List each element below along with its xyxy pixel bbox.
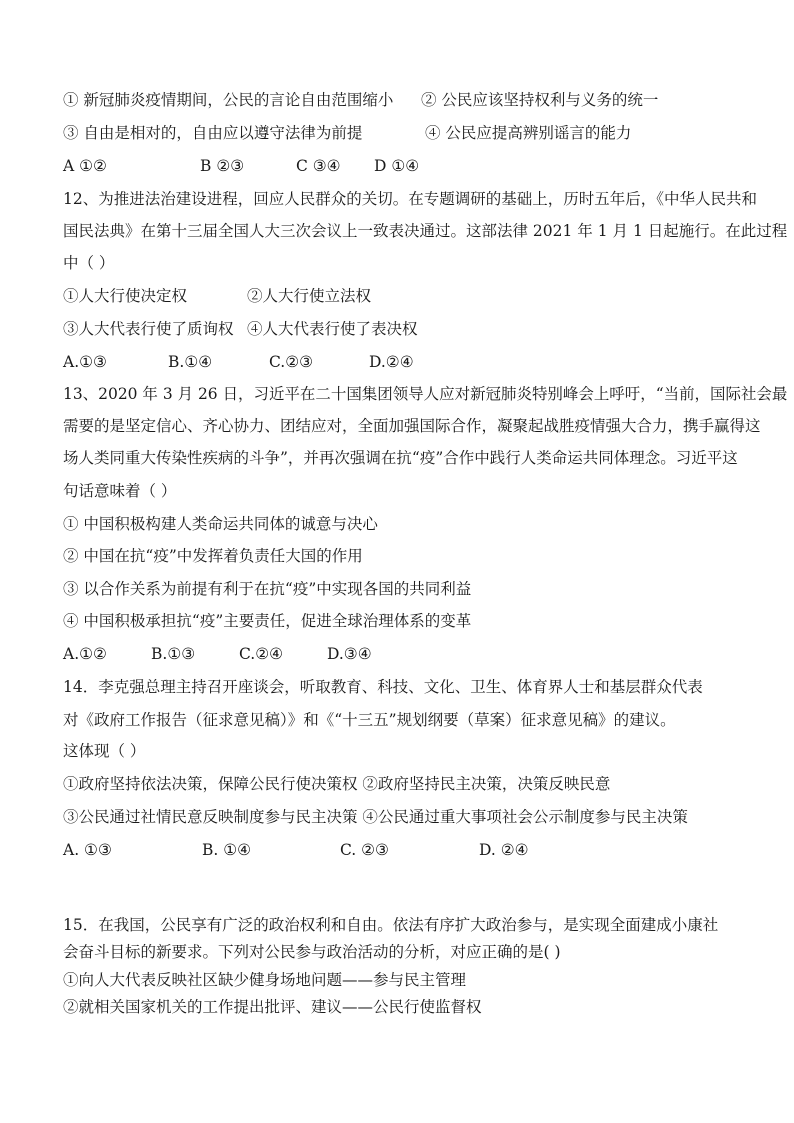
q14-choice-b: B. ①④ [202, 841, 252, 859]
q13-option-2: ② 中国在抗“疫”中发挥着负责任大国的作用 [63, 547, 363, 565]
q11-option-2: ② 公民应该坚持权利与义务的统一 [421, 91, 659, 109]
q12-stem-line1: 12、为推进法治建设进程，回应人民群众的关切。在专题调研的基础上，历时五年后，《中华人民共和 [63, 190, 757, 208]
q13-option-4: ④ 中国积极承担抗“疫”主要责任，促进全球治理体系的变革 [63, 612, 472, 630]
q11-choice-c: C ③④ [296, 157, 341, 175]
q12-option-2: ②人大行使立法权 [247, 287, 372, 305]
q15-stem-line1: 15．在我国，公民享有广泛的政治权利和自由。依法有序扩大政治参与，是实现全面建成小康社 [63, 916, 719, 934]
q15-option-1: ①向人大代表反映社区缺少健身场地问题——参与民主管理 [63, 971, 467, 989]
q14-choice-a: A. ①③ [63, 841, 112, 859]
q12-option-1: ①人大行使决定权 [63, 287, 188, 305]
q14-options-row2: ③公民通过社情民意反映制度参与民主决策 ④公民通过重大事项社会公示制度参与民主决策 [63, 808, 688, 826]
q11-choice-b: B ②③ [200, 157, 245, 175]
q14-stem-line3: 这体现（ ） [63, 742, 146, 760]
q12-stem-line2: 国民法典》在第十三届全国人大三次会议上一致表决通过。这部法律 2021 年 1 月 1 日起施行。在此过程 [63, 222, 788, 240]
q11-option-4: ④ 公民应提高辨别谣言的能力 [425, 124, 632, 142]
q13-option-3: ③ 以合作关系为前提有利于在抗“疫”中实现各国的共同利益 [63, 580, 472, 598]
q11-choice-a: A ①② [63, 157, 107, 175]
q15-stem-line2: 会奋斗目标的新要求。下列对公民参与政治活动的分析，对应正确的是( ) [63, 943, 561, 961]
q13-stem-line3: 场人类同重大传染性疾病的斗争”，并再次强调在抗“疫”合作中践行人类命运共同体理念。习近平这 [63, 449, 738, 467]
q13-stem-line2: 需要的是坚定信心、齐心协力、团结应对，全面加强国际合作，凝聚起战胜疫情强大合力，携手赢得这 [63, 417, 761, 435]
q12-option-4: ④人大代表行使了表决权 [247, 320, 418, 338]
q14-choice-c: C. ②③ [340, 841, 389, 859]
q13-stem-line1: 13、2020 年 3 月 26 日，习近平在二十国集团领导人应对新冠肺炎特别峰会上呼吁，“当前，国际社会最 [63, 385, 788, 403]
q14-options-row1: ①政府坚持依法决策，保障公民行使决策权 ②政府坚持民主决策，决策反映民意 [63, 775, 611, 793]
q12-option-3: ③人大代表行使了质询权 [63, 320, 234, 338]
q11-option-3: ③ 自由是相对的，自由应以遵守法律为前提 [63, 124, 363, 142]
q12-choice-b: B.①④ [168, 353, 213, 371]
q13-choice-a: A.①② [63, 645, 107, 663]
q14-stem-line1: 14．李克强总理主持召开座谈会，听取教育、科技、文化、卫生、体育界人士和基层群众代表 [63, 678, 703, 696]
q13-option-1: ① 中国积极构建人类命运共同体的诚意与决心 [63, 515, 378, 533]
q14-stem-line2: 对《政府工作报告（征求意见稿）》和《“十三五”规划纲要（草案）征求意见稿》的建议。 [63, 711, 676, 729]
q14-choice-d: D. ②④ [479, 841, 529, 859]
q12-choice-d: D.②④ [369, 353, 414, 371]
q13-stem-line4: 句话意味着（ ） [63, 482, 177, 500]
q13-choice-d: D.③④ [327, 645, 372, 663]
q13-choice-c: C.②④ [239, 645, 284, 663]
q11-option-1: ① 新冠肺炎疫情期间，公民的言论自由范围缩小 [63, 91, 394, 109]
q15-option-2: ②就相关国家机关的工作提出批评、建议——公民行使监督权 [63, 998, 482, 1016]
q12-choice-c: C.②③ [269, 353, 314, 371]
q12-stem-line3: 中（ ） [63, 254, 115, 272]
q13-choice-b: B.①③ [151, 645, 196, 663]
q11-choice-d: D ①④ [374, 157, 420, 175]
q12-choice-a: A.①③ [63, 353, 107, 371]
